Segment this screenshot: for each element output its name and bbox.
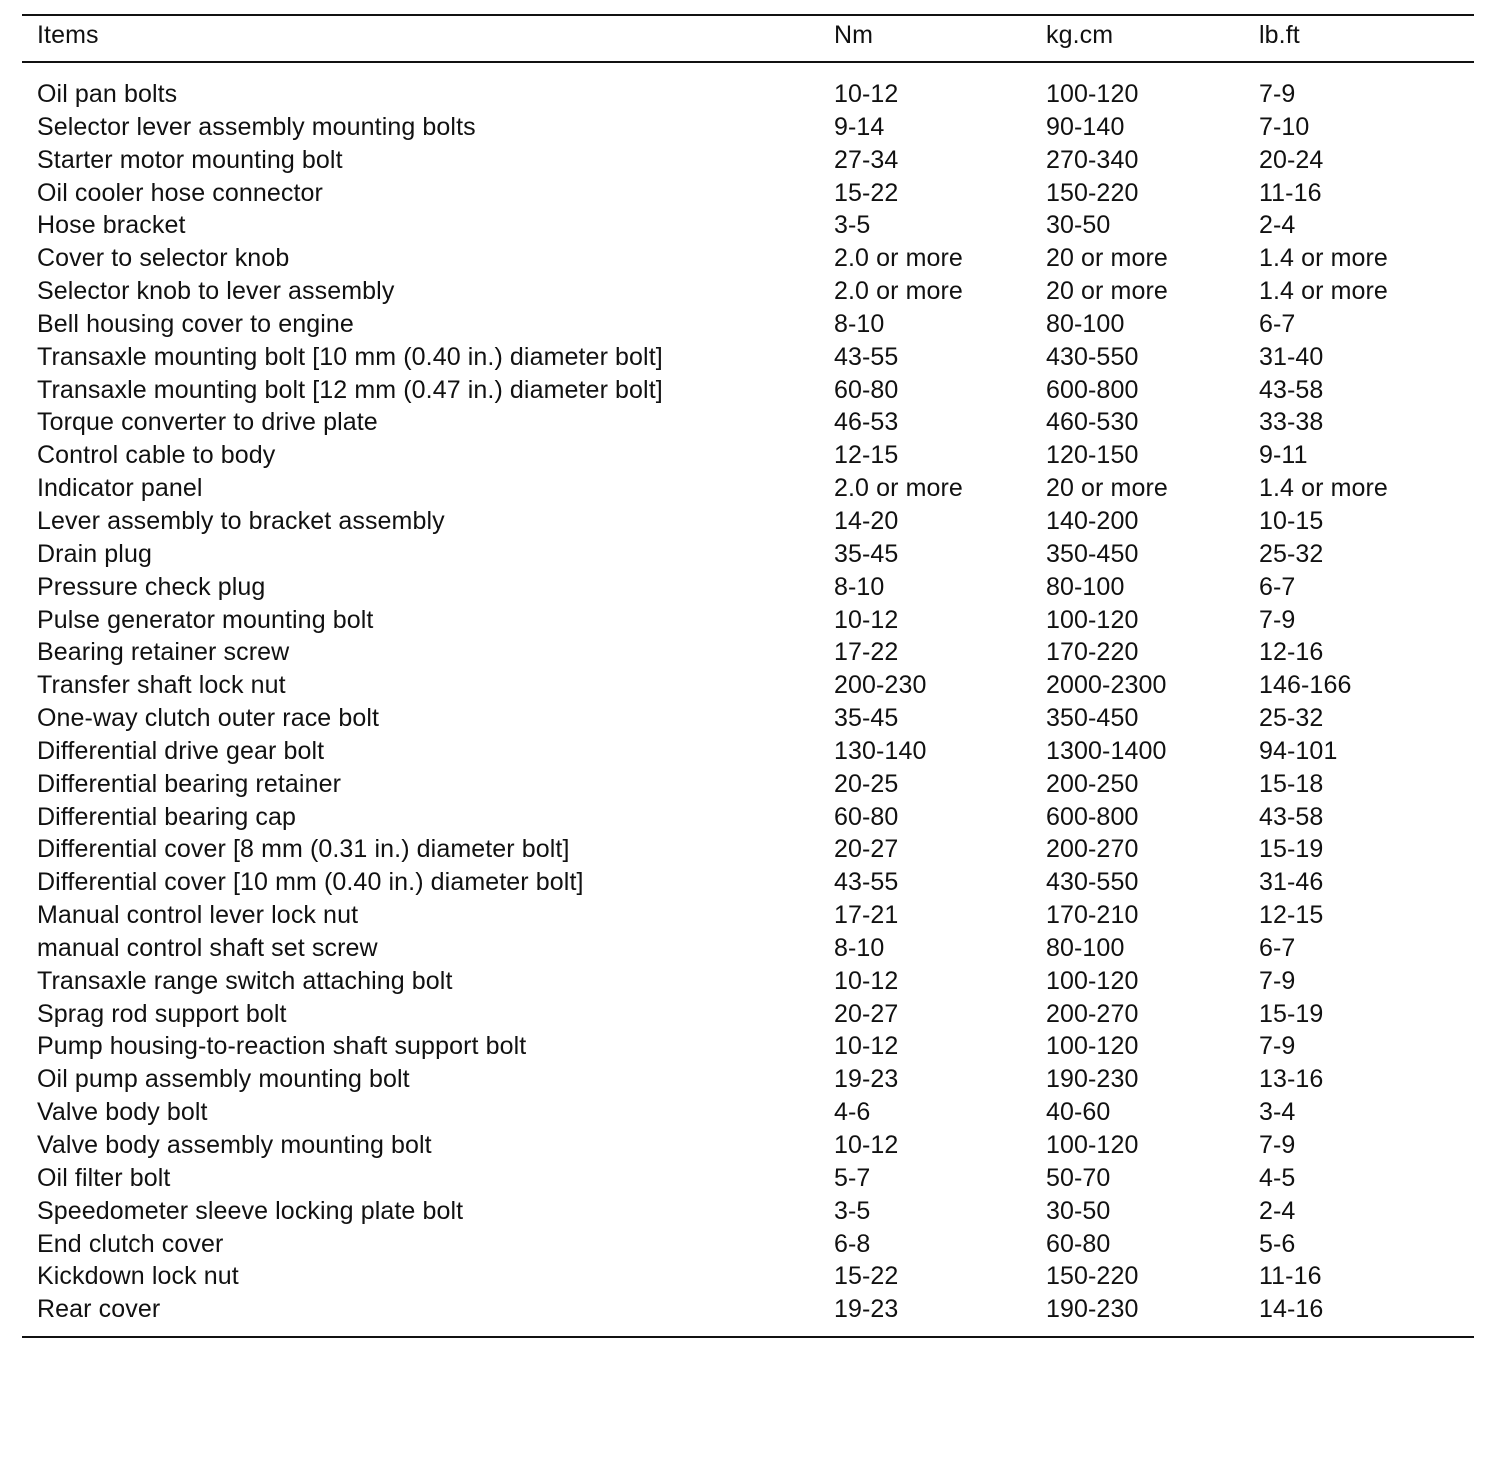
cell-kgcm: 30-50 [1046,1196,1111,1225]
cell-lbft: 20-24 [1259,145,1324,174]
cell-lbft: 2-4 [1259,1196,1296,1225]
cell-nm: 6-8 [834,1229,871,1258]
cell-lbft: 15-18 [1259,769,1324,798]
cell-kgcm: 200-270 [1046,999,1139,1028]
cell-lbft: 11-16 [1259,178,1322,207]
cell-lbft: 6-7 [1259,572,1296,601]
cell-lbft: 7-9 [1259,1032,1296,1061]
table-row [0,341,1504,374]
table-row [0,1030,1504,1063]
table-row [0,932,1504,965]
cell-item: Pressure check plug [37,572,266,601]
cell-lbft: 7-9 [1259,1131,1296,1159]
cell-lbft: 6-7 [1259,933,1296,962]
cell-item: Oil filter bolt [37,1163,171,1192]
cell-item: Oil pump assembly mounting bolt [37,1065,410,1094]
cell-kgcm: 100-120 [1046,80,1139,108]
cell-kgcm: 100-120 [1046,1131,1139,1159]
header-items: Items [37,21,99,49]
cell-nm: 9-14 [834,112,885,141]
cell-kgcm: 100-120 [1046,1032,1139,1061]
cell-kgcm: 120-150 [1046,441,1139,470]
cell-item: Differential drive gear bolt [37,736,325,765]
cell-nm: 5-7 [834,1163,871,1192]
cell-kgcm: 170-210 [1046,901,1139,930]
cell-kgcm: 200-250 [1046,769,1139,798]
cell-nm: 60-80 [834,802,899,831]
cell-kgcm: 600-800 [1046,802,1139,831]
cell-item: Bearing retainer screw [37,638,290,667]
cell-item: Rear cover [37,1295,161,1324]
cell-item: Oil pan bolts [37,80,178,108]
table-row [0,866,1504,899]
cell-item: Transaxle mounting bolt [12 mm (0.47 in.) diameter bolt] [37,375,663,404]
cell-item: Hose bracket [37,211,186,240]
cell-item: Starter motor mounting bolt [37,145,343,174]
cell-lbft: 12-16 [1259,638,1324,667]
cell-kgcm: 600-800 [1046,375,1139,404]
cell-item: Control cable to body [37,441,276,470]
cell-lbft: 11-16 [1259,1262,1322,1291]
cell-kgcm: 430-550 [1046,868,1139,897]
table-row [0,538,1504,571]
cell-kgcm: 80-100 [1046,933,1125,962]
table-row [0,604,1504,637]
cell-nm: 3-5 [834,211,871,240]
cell-nm: 2.0 or more [834,277,963,306]
table-row [0,899,1504,932]
cell-kgcm: 200-270 [1046,835,1139,864]
cell-lbft: 94-101 [1259,736,1338,765]
cell-item: Oil cooler hose connector [37,178,323,207]
cell-nm: 27-34 [834,145,899,174]
cell-lbft: 10-15 [1259,506,1324,535]
cell-kgcm: 100-120 [1046,966,1139,995]
cell-kgcm: 430-550 [1046,342,1139,371]
cell-lbft: 7-9 [1259,966,1296,995]
cell-kgcm: 20 or more [1046,277,1168,306]
table-row [0,571,1504,604]
cell-nm: 20-25 [834,769,899,798]
table-header-rule [22,61,1474,63]
cell-item: End clutch cover [37,1229,224,1258]
table-row [0,439,1504,472]
cell-kgcm: 60-80 [1046,1229,1111,1258]
cell-nm: 20-27 [834,999,899,1028]
cell-item: Bell housing cover to engine [37,309,354,338]
cell-nm: 46-53 [834,408,899,437]
cell-nm: 43-55 [834,868,899,897]
table-body [0,78,1504,1326]
cell-item: Drain plug [37,539,152,568]
table-row [0,636,1504,669]
cell-nm: 35-45 [834,704,899,733]
cell-lbft: 33-38 [1259,408,1324,437]
cell-nm: 43-55 [834,342,899,371]
cell-item: Pump housing-to-reaction shaft support bolt [37,1032,527,1061]
table-row [0,1129,1504,1162]
table-row [0,768,1504,801]
cell-nm: 12-15 [834,441,899,470]
table-row [0,275,1504,308]
table-row [0,735,1504,768]
table-row [0,965,1504,998]
cell-kgcm: 2000-2300 [1046,671,1167,700]
table-row [0,177,1504,210]
cell-lbft: 9-11 [1259,441,1308,470]
cell-kgcm: 80-100 [1046,309,1125,338]
cell-kgcm: 20 or more [1046,244,1168,273]
header-kgcm: kg.cm [1046,21,1114,49]
cell-nm: 14-20 [834,506,899,535]
table-top-rule [22,14,1474,16]
cell-item: Differential cover [10 mm (0.40 in.) diameter bolt] [37,868,584,897]
cell-nm: 2.0 or more [834,474,963,503]
table-bottom-rule [22,1336,1474,1338]
header-lbft: lb.ft [1259,21,1300,49]
cell-nm: 10-12 [834,1131,899,1159]
table-row [0,702,1504,735]
cell-lbft: 146-166 [1259,671,1352,700]
cell-lbft: 13-16 [1259,1065,1324,1094]
cell-lbft: 7-10 [1259,112,1310,141]
cell-lbft: 25-32 [1259,539,1324,568]
cell-kgcm: 40-60 [1046,1098,1111,1127]
cell-kgcm: 50-70 [1046,1163,1111,1192]
cell-kgcm: 90-140 [1046,112,1125,141]
cell-item: manual control shaft set screw [37,933,378,962]
cell-kgcm: 350-450 [1046,704,1139,733]
cell-item: Lever assembly to bracket assembly [37,506,445,535]
table-row [0,1162,1504,1195]
cell-nm: 8-10 [834,933,885,962]
cell-kgcm: 30-50 [1046,211,1111,240]
cell-lbft: 1.4 or more [1259,244,1388,273]
table-row [0,308,1504,341]
cell-lbft: 1.4 or more [1259,474,1388,503]
cell-nm: 19-23 [834,1295,899,1324]
cell-kgcm: 150-220 [1046,178,1139,207]
table-row [0,406,1504,439]
cell-nm: 35-45 [834,539,899,568]
cell-lbft: 31-46 [1259,868,1324,897]
table-row [0,472,1504,505]
cell-lbft: 2-4 [1259,211,1296,240]
table-row [0,1063,1504,1096]
cell-item: Differential bearing retainer [37,769,341,798]
cell-nm: 20-27 [834,835,899,864]
cell-nm: 200-230 [834,671,927,700]
table-row [0,374,1504,407]
table-row [0,1228,1504,1261]
cell-nm: 8-10 [834,572,885,601]
cell-item: Valve body assembly mounting bolt [37,1131,432,1159]
cell-kgcm: 80-100 [1046,572,1125,601]
header-nm: Nm [834,21,874,49]
cell-nm: 15-22 [834,1262,899,1291]
cell-kgcm: 190-230 [1046,1295,1139,1324]
cell-nm: 60-80 [834,375,899,404]
cell-item: Differential cover [8 mm (0.31 in.) diameter bolt] [37,835,570,864]
cell-nm: 8-10 [834,309,885,338]
table-row [0,801,1504,834]
cell-item: Sprag rod support bolt [37,999,287,1028]
cell-item: Transaxle mounting bolt [10 mm (0.40 in.) diameter bolt] [37,342,663,371]
cell-item: Differential bearing cap [37,802,297,831]
cell-item: Valve body bolt [37,1098,208,1127]
cell-kgcm: 150-220 [1046,1262,1139,1291]
table-row [0,209,1504,242]
cell-nm: 2.0 or more [834,244,963,273]
cell-item: Selector lever assembly mounting bolts [37,112,476,141]
table-row [0,78,1504,111]
cell-kgcm: 100-120 [1046,605,1139,634]
cell-nm: 130-140 [834,736,927,765]
cell-nm: 17-22 [834,638,899,667]
cell-lbft: 4-5 [1259,1163,1296,1192]
cell-kgcm: 1300-1400 [1046,736,1167,765]
cell-item: Indicator panel [37,474,203,503]
cell-nm: 15-22 [834,178,899,207]
cell-kgcm: 140-200 [1046,506,1139,535]
cell-lbft: 15-19 [1259,999,1324,1028]
table-row [0,144,1504,177]
table-row [0,1293,1504,1326]
cell-lbft: 43-58 [1259,375,1324,404]
cell-item: Kickdown lock nut [37,1262,239,1291]
cell-item: Transfer shaft lock nut [37,671,286,700]
cell-lbft: 3-4 [1259,1098,1296,1127]
cell-lbft: 7-9 [1259,80,1296,108]
cell-nm: 4-6 [834,1098,871,1127]
cell-nm: 10-12 [834,80,899,108]
cell-lbft: 5-6 [1259,1229,1296,1258]
cell-kgcm: 20 or more [1046,474,1168,503]
cell-item: Pulse generator mounting bolt [37,605,374,634]
cell-lbft: 7-9 [1259,605,1296,634]
cell-kgcm: 460-530 [1046,408,1139,437]
cell-lbft: 1.4 or more [1259,277,1388,306]
cell-lbft: 15-19 [1259,835,1324,864]
cell-lbft: 14-16 [1259,1295,1324,1324]
cell-nm: 10-12 [834,1032,899,1061]
table-row [0,242,1504,275]
table-header-row [0,17,1504,57]
cell-item: Speedometer sleeve locking plate bolt [37,1196,464,1225]
table-row [0,833,1504,866]
cell-nm: 19-23 [834,1065,899,1094]
cell-item: Torque converter to drive plate [37,408,378,437]
cell-kgcm: 190-230 [1046,1065,1139,1094]
table-row [0,1096,1504,1129]
cell-lbft: 43-58 [1259,802,1324,831]
cell-nm: 3-5 [834,1196,871,1225]
cell-item: One-way clutch outer race bolt [37,704,380,733]
cell-lbft: 31-40 [1259,342,1324,371]
cell-nm: 10-12 [834,605,899,634]
cell-kgcm: 270-340 [1046,145,1139,174]
table-row [0,1195,1504,1228]
cell-lbft: 25-32 [1259,704,1324,733]
table-row [0,1260,1504,1293]
table-row [0,669,1504,702]
cell-item: Selector knob to lever assembly [37,277,395,306]
table-row [0,505,1504,538]
cell-item: Manual control lever lock nut [37,901,359,930]
cell-nm: 10-12 [834,966,899,995]
cell-item: Cover to selector knob [37,244,290,273]
cell-kgcm: 170-220 [1046,638,1139,667]
table-row [0,111,1504,144]
cell-lbft: 12-15 [1259,901,1324,930]
cell-kgcm: 350-450 [1046,539,1139,568]
cell-lbft: 6-7 [1259,309,1296,338]
table-row [0,998,1504,1031]
cell-item: Transaxle range switch attaching bolt [37,966,453,995]
cell-nm: 17-21 [834,901,899,930]
